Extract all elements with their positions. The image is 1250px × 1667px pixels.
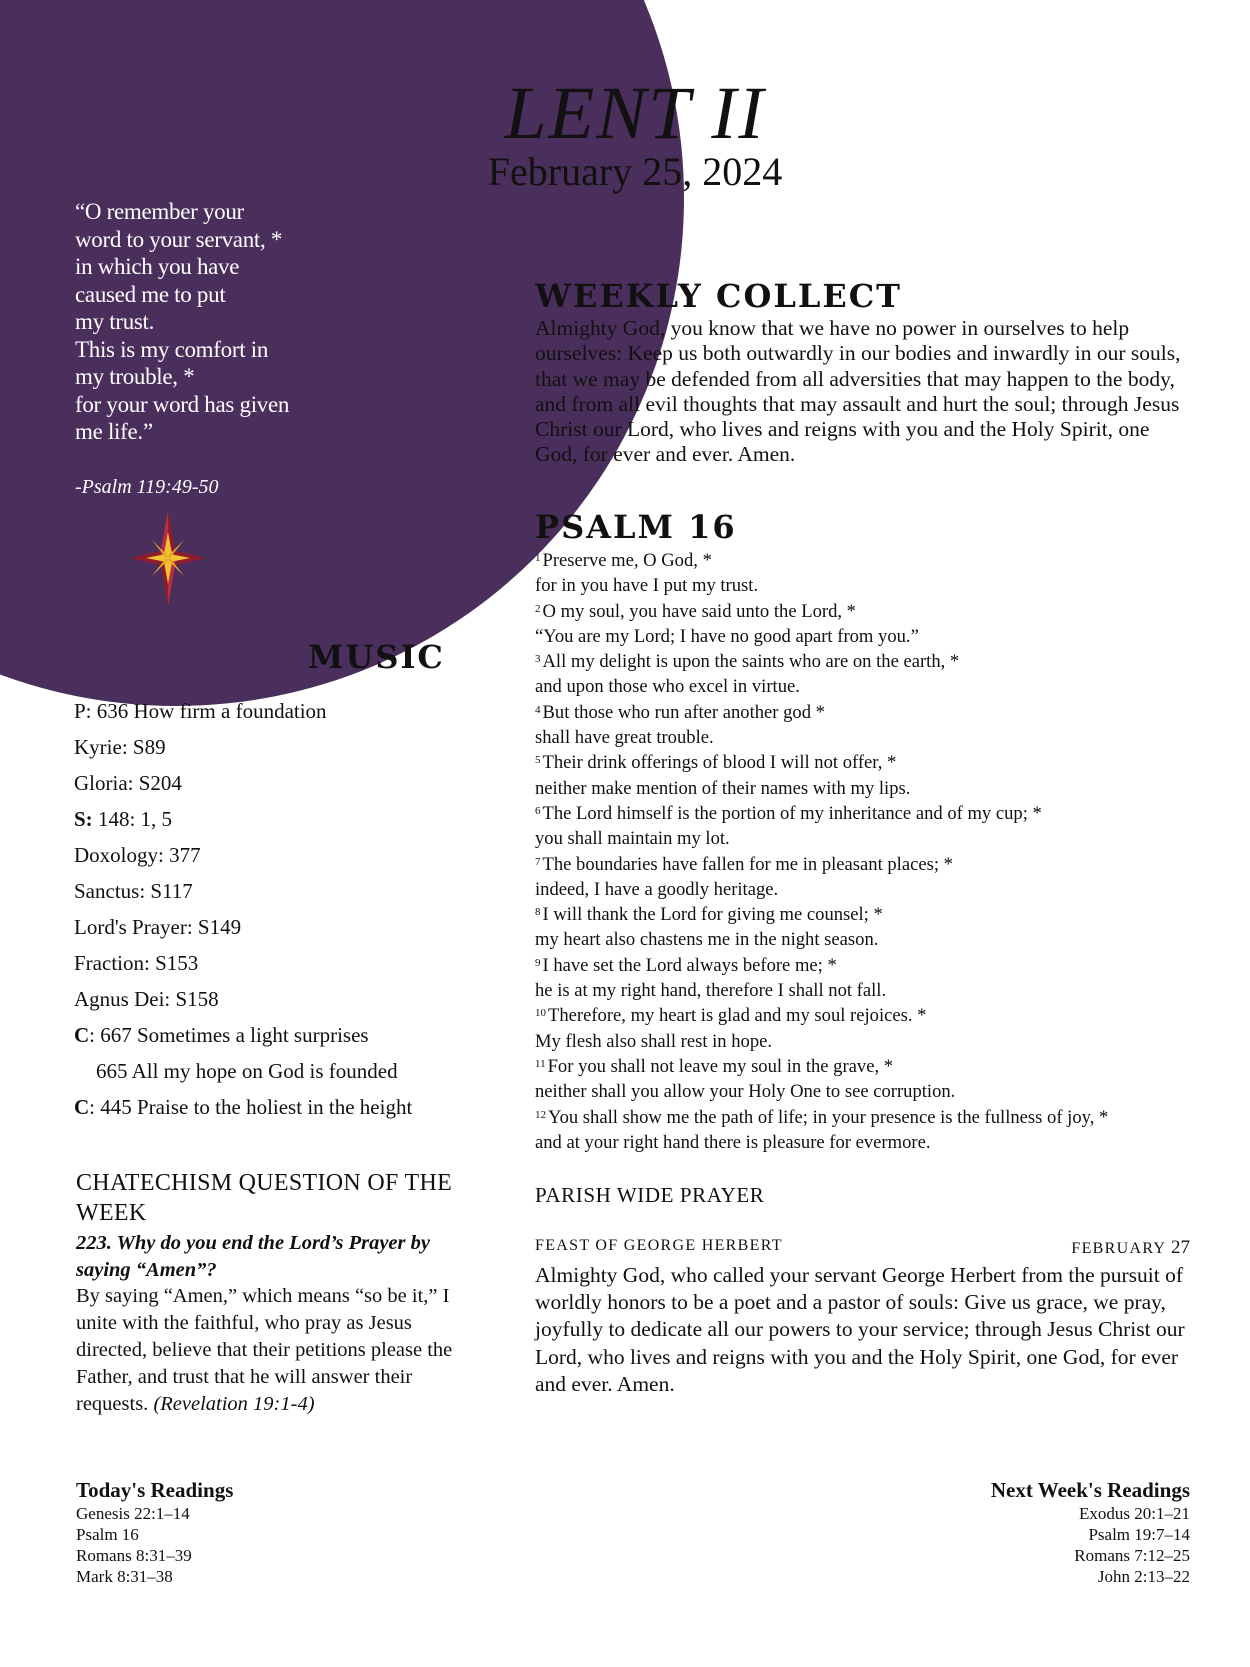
- verse-number: 5: [535, 754, 541, 767]
- feast-row: [535, 1235, 1190, 1259]
- psalm-verse-response: my heart also chastens me in the night season.: [535, 929, 879, 951]
- verse-text: I will thank the Lord for giving me counsel; *: [542, 904, 883, 926]
- psalm-verse-response: My flesh also shall rest in hope.: [535, 1030, 773, 1052]
- catechism-reference: (Revelation 19:1-4): [153, 1393, 315, 1415]
- music-item-label: C: [74, 1023, 90, 1047]
- psalm-verse-response: neither shall you allow your Holy One to see corruption.: [535, 1081, 956, 1103]
- music-item: [74, 837, 474, 873]
- music-item-text: : 445 Praise to the holiest in the height: [89, 1095, 413, 1119]
- verse-text: Therefore, my heart is glad and my soul rejoices. *: [548, 1005, 927, 1027]
- music-item: [74, 1017, 474, 1053]
- verse-number: 6: [535, 804, 541, 817]
- music-item: [74, 801, 474, 837]
- verse-number: 4: [535, 703, 541, 716]
- cross-icon: [130, 510, 206, 606]
- psalm-verse-line: [535, 852, 1195, 877]
- music-item-text: Agnus Dei: S158: [74, 987, 219, 1011]
- psalm-verse-line: [535, 1105, 1195, 1130]
- psalm-verse-line: [535, 700, 1195, 725]
- music-item: [74, 693, 474, 729]
- psalm-verse-line: [535, 1003, 1195, 1028]
- music-item-text: 665 All my hope on God is founded: [96, 1059, 398, 1083]
- verse-text: Preserve me, O God, *: [542, 550, 712, 571]
- psalm-verse-line: [535, 599, 1195, 624]
- music-item-text: P: 636 How firm a foundation: [74, 699, 327, 723]
- catechism-answer-text: By saying “Amen,” which means “so be it,” I unite with the faithful, who pray as Jesus directed, believe that their petitions please the Father, and trust that he will answer their requests.: [76, 1285, 453, 1415]
- reading-item: Exodus 20:1–21: [1079, 1504, 1190, 1523]
- music-list: [74, 693, 474, 1125]
- verse-text: But those who run after another god *: [542, 701, 825, 723]
- psalm-verse-response: “You are my Lord; I have no good apart from you.”: [535, 625, 919, 647]
- psalm-verse-list: [535, 548, 1195, 1155]
- psalm-verse-line: [535, 801, 1195, 826]
- music-item: [74, 873, 474, 909]
- catechism-question: 223. Why do you end the Lord’s Prayer by saying “Amen”?: [76, 1232, 430, 1281]
- feast-name: FEAST OF GEORGE HERBERT: [535, 1237, 783, 1254]
- verse-number: 11: [535, 1057, 546, 1070]
- psalm-verse-response: for in you have I put my trust.: [535, 575, 759, 597]
- sidebar-verse: “O remember your word to your servant, * in which you have caused me to put my trust. This is my comfort in my trouble, * for your word has given me life.”: [75, 199, 290, 444]
- reading-item: Psalm 19:7–14: [1088, 1525, 1190, 1544]
- verse-text: You shall show me the path of life; in your presence is the fullness of joy, *: [548, 1106, 1109, 1128]
- todays-readings: [76, 1477, 233, 1587]
- reading-item: Romans 8:31–39: [76, 1546, 192, 1565]
- psalm-verse-line: [535, 902, 1195, 927]
- verse-text: The Lord himself is the portion of my inheritance and of my cup; *: [542, 802, 1042, 824]
- feast-date: [1071, 1237, 1190, 1259]
- verse-number: 9: [535, 956, 541, 969]
- music-item-text: Fraction: S153: [74, 951, 199, 975]
- sidebar-verse-citation: -Psalm 119:49-50: [75, 476, 219, 498]
- verse-number: 2: [535, 602, 541, 615]
- verse-text: For you shall not leave my soul in the grave, *: [547, 1055, 894, 1077]
- verse-number: 12: [535, 1108, 546, 1121]
- weekly-collect-text: Almighty God, you know that we have no power in ourselves to help ourselves: Keep us both outwardly in our bodies and inwardly in our souls, that we may be defended from all adversities that may happen to the body, and from all evil thoughts that may assault and hurt the soul; through Jesus Christ our Lord, who lives and reigns with you and the Holy Spirit, one God, for ever and ever. Amen.: [535, 316, 1181, 467]
- music-item: [74, 945, 474, 981]
- music-item-label: C: [74, 1095, 90, 1119]
- reading-item: John 2:13–22: [1097, 1567, 1190, 1586]
- catechism-answer: [76, 1283, 476, 1418]
- psalm-verse-response: and upon those who excel in virtue.: [535, 676, 800, 698]
- reading-item: Mark 8:31–38: [76, 1567, 173, 1586]
- reading-item: Genesis 22:1–14: [76, 1504, 190, 1523]
- music-heading: MUSIC: [308, 638, 445, 676]
- verse-number: 3: [535, 653, 541, 666]
- verse-text: The boundaries have fallen for me in pleasant places; *: [542, 853, 953, 875]
- psalm-verse-line: [535, 548, 1195, 573]
- music-item: [74, 729, 474, 765]
- feast-day: 27: [1171, 1237, 1190, 1258]
- psalm-verse-response: neither make mention of their names with my lips.: [535, 777, 911, 799]
- verse-text: O my soul, you have said unto the Lord, *: [542, 600, 856, 622]
- psalm-verse-line: [535, 1054, 1195, 1079]
- next-weeks-readings: [991, 1477, 1190, 1587]
- psalm-heading: PSALM 16: [535, 508, 737, 546]
- psalm-verse-response: you shall maintain my lot.: [535, 828, 730, 850]
- reading-item: Psalm 16: [76, 1525, 139, 1544]
- psalm-verse-response: shall have great trouble.: [535, 727, 714, 749]
- parish-prayer-heading: PARISH WIDE PRAYER: [535, 1183, 765, 1207]
- feast-month: FEBRUARY: [1071, 1240, 1166, 1257]
- psalm-verse-line: [535, 750, 1195, 775]
- verse-text: All my delight is upon the saints who are on the earth, *: [542, 651, 960, 673]
- music-item-text: Doxology: 377: [74, 843, 201, 867]
- music-item: [74, 1053, 474, 1089]
- verse-text: Their drink offerings of blood I will not offer, *: [542, 752, 897, 774]
- psalm-verse-line: [535, 649, 1195, 674]
- page-title: LENT II: [504, 72, 766, 155]
- verse-text: I have set the Lord always before me; *: [542, 954, 837, 976]
- music-item-text: 148: 1, 5: [92, 807, 173, 831]
- music-item-text: Lord's Prayer: S149: [74, 915, 242, 939]
- music-item: [74, 981, 474, 1017]
- parish-prayer-text: Almighty God, who called your servant George Herbert from the pursuit of worldly honors to be a poet and a pastor of souls: Give us grace, we pray, joyfully to dedicate all our powers to your service; through Jesus Christ our Lord, who lives and reigns with you and the Holy Spirit, one God, for ever and ever. Amen.: [535, 1263, 1185, 1396]
- music-item-text: Gloria: S204: [74, 771, 182, 795]
- psalm-verse-response: and at your right hand there is pleasure for evermore.: [535, 1131, 931, 1153]
- psalm-verse-response: he is at my right hand, therefore I shall not fall.: [535, 980, 887, 1002]
- music-item: [74, 909, 474, 945]
- verse-number: 7: [535, 855, 541, 868]
- weekly-collect-heading: WEEKLY COLLECT: [535, 277, 902, 315]
- next-weeks-readings-heading: Next Week's Readings: [990, 1478, 1190, 1502]
- page-date: February 25, 2024: [487, 149, 783, 194]
- verse-number: 10: [535, 1007, 546, 1020]
- music-item-text: : 667 Sometimes a light surprises: [89, 1023, 369, 1047]
- psalm-verse-line: [535, 953, 1195, 978]
- music-item-text: Kyrie: S89: [74, 735, 166, 759]
- psalm-verse-response: indeed, I have a goodly heritage.: [535, 878, 779, 900]
- music-item-text: Sanctus: S117: [74, 879, 193, 903]
- reading-item: Romans 7:12–25: [1074, 1546, 1190, 1565]
- music-item: [74, 1089, 474, 1125]
- verse-number: 1: [535, 552, 541, 564]
- catechism-heading: CHATECHISM QUESTION OF THE WEEK: [76, 1170, 453, 1226]
- music-item: [74, 765, 474, 801]
- music-item-label: S:: [74, 807, 93, 831]
- verse-number: 8: [535, 906, 541, 919]
- todays-readings-heading: Today's Readings: [76, 1478, 234, 1502]
